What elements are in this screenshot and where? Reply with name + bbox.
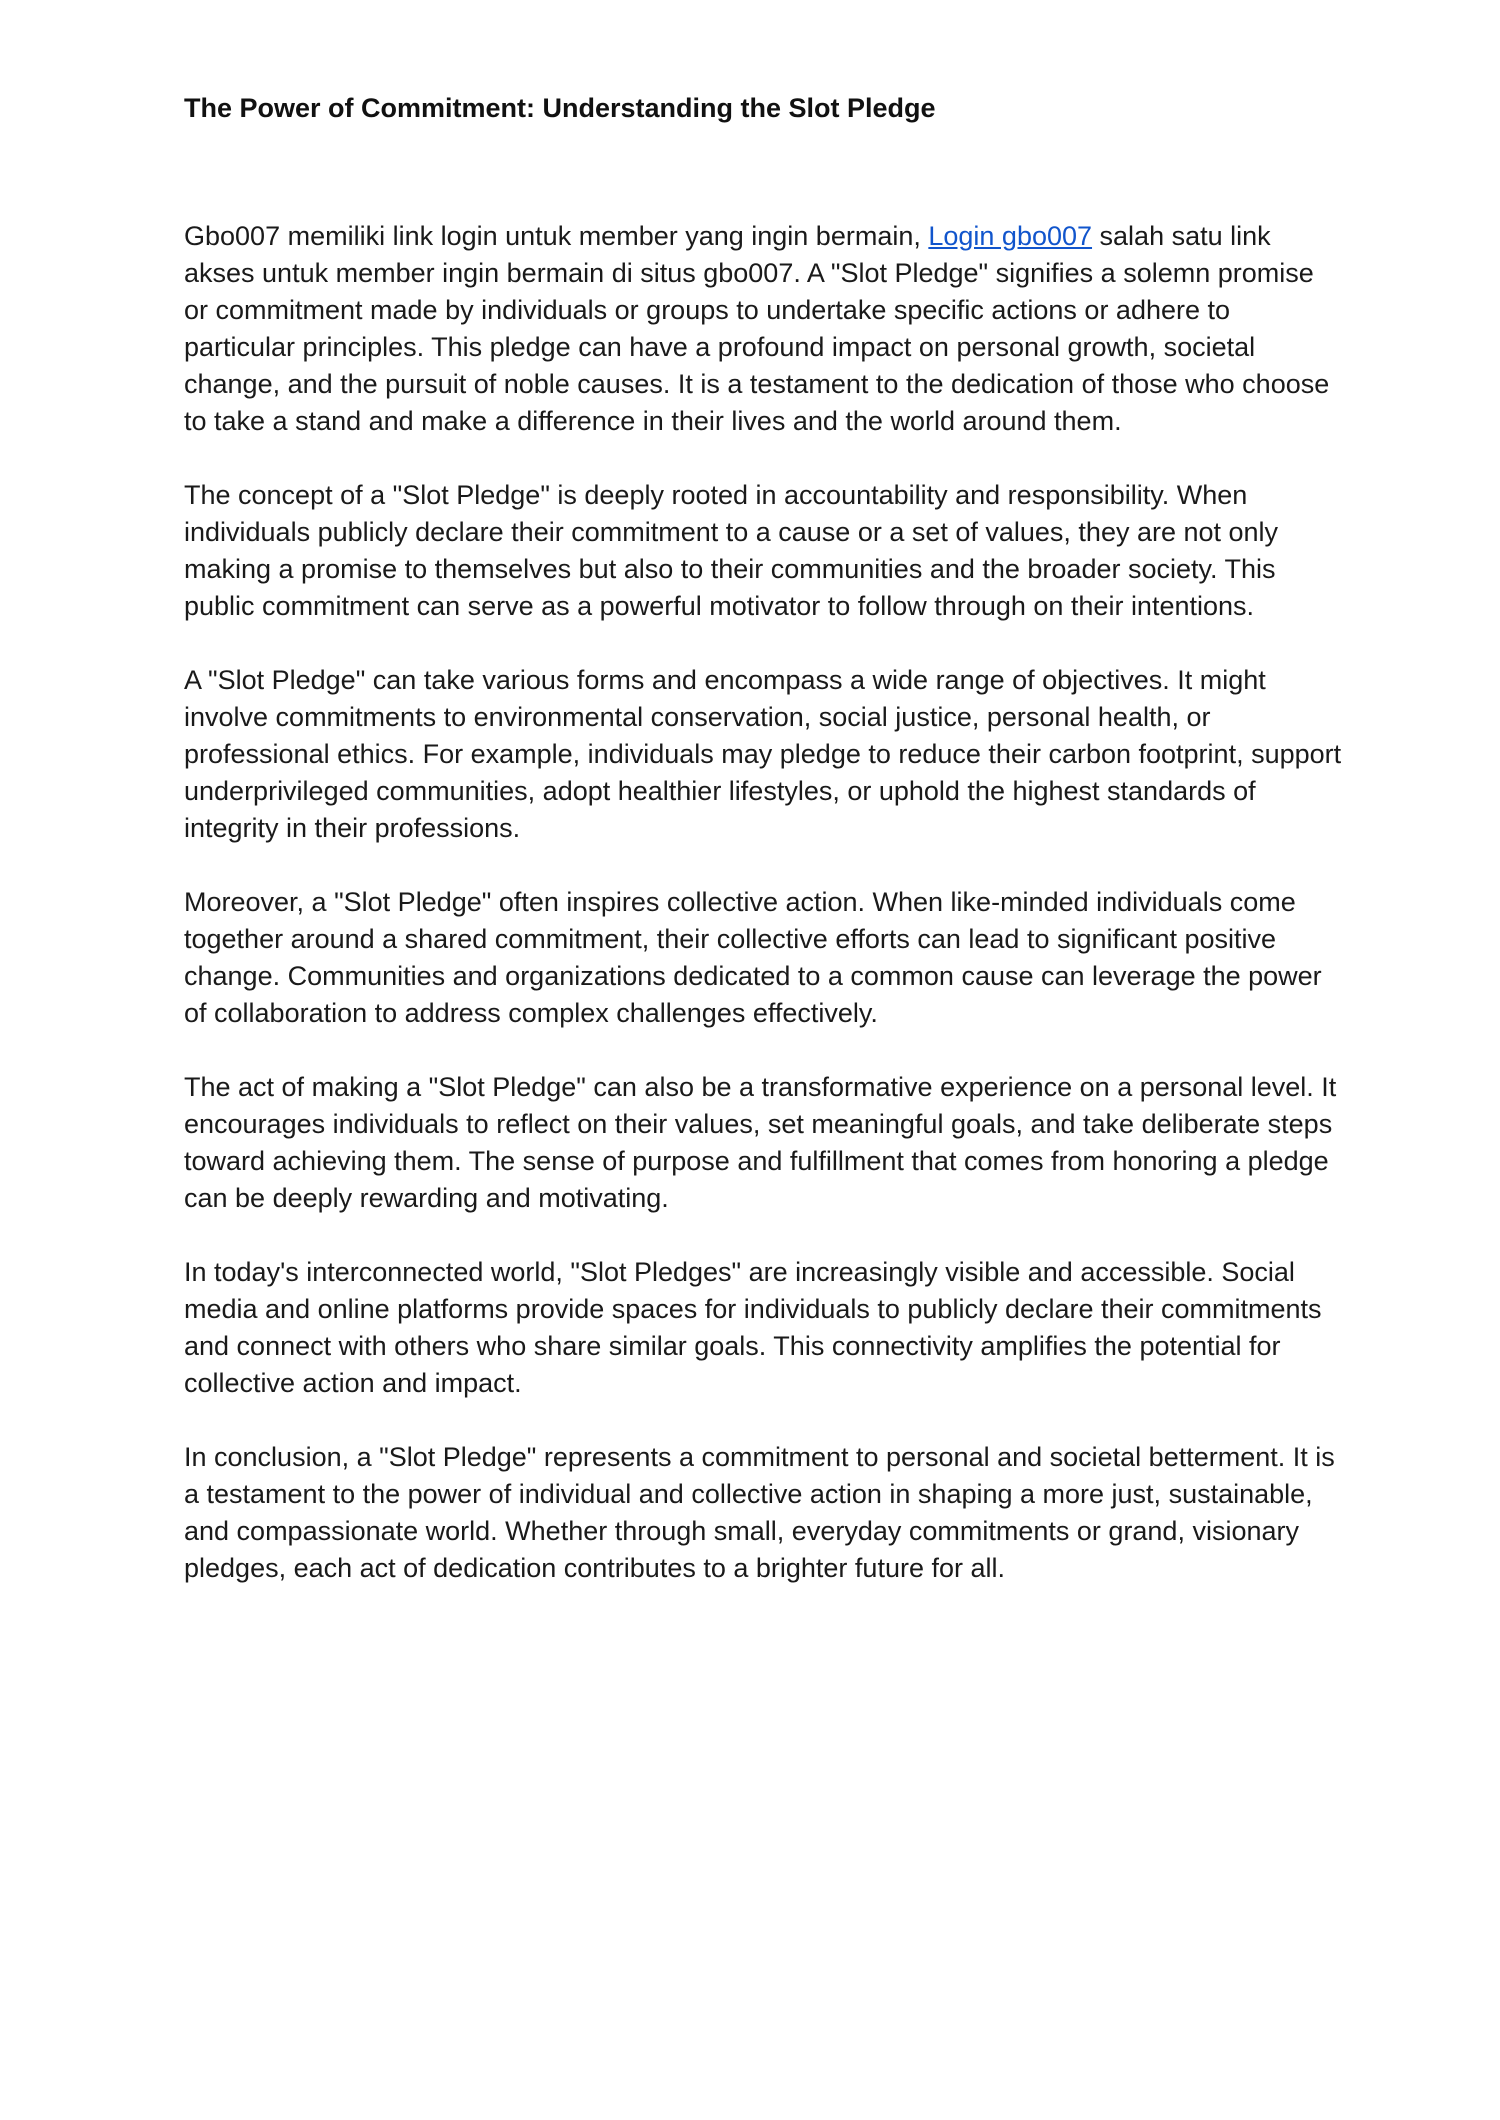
paragraph-collective-action: Moreover, a "Slot Pledge" often inspires collective action. When like-minded individuals come together around a shared commitment, their collective efforts can lead to significant positive change. Communities and organizations dedicated to a common cause can leverage the power of collaboration to address complex challenges effectively. — [184, 887, 1322, 1028]
document-body — [184, 218, 1344, 1624]
paragraph-forms: A "Slot Pledge" can take various forms and encompass a wide range of objectives. It might involve commitments to environmental conservation, social justice, personal health, or professional ethics. For example, individuals may pledge to reduce their carbon footprint, support underprivileged communities, adopt healthier lifestyles, or uphold the highest standards of integrity in their professions. — [184, 665, 1342, 843]
paragraph-interconnected: In today's interconnected world, "Slot Pledges" are increasingly visible and accessible. Social media and online platforms provide spaces for individuals to publicly declare their commitments and connect with others who share similar goals. This connectivity amplifies the potential for collective action and impact. — [184, 1257, 1322, 1398]
login-gbo007-link[interactable]: Login gbo007 — [928, 221, 1093, 251]
document-page — [184, 90, 1344, 1583]
intro-paragraph — [184, 218, 1344, 440]
paragraph-conclusion: In conclusion, a "Slot Pledge" represents a commitment to personal and societal betterment. It is a testament to the power of individual and collective action in shaping a more just, sustainable, and compassionate world. Whether through small, everyday commitments or grand, visionary pledges, each act of dedication contributes to a brighter future for all. — [184, 1442, 1335, 1583]
intro-text-before-link: Gbo007 memiliki link login untuk member yang ingin bermain, — [184, 221, 929, 251]
document-title: The Power of Commitment: Understanding the Slot Pledge — [184, 93, 936, 123]
paragraph-transformative: The act of making a "Slot Pledge" can also be a transformative experience on a personal level. It encourages individuals to reflect on their values, set meaningful goals, and take deliberate steps toward achieving them. The sense of purpose and fulfillment that comes from honoring a pledge can be deeply rewarding and motivating. — [184, 1072, 1337, 1213]
paragraph-concept: The concept of a "Slot Pledge" is deeply rooted in accountability and responsibility. When individuals publicly declare their commitment to a cause or a set of values, they are not only making a promise to themselves but also to their communities and the broader society. This public commitment can serve as a powerful motivator to follow through on their intentions. — [184, 480, 1279, 621]
intro-text-after-link: salah satu link akses untuk member ingin bermain di situs gbo007. A "Slot Pledge" signifies a solemn promise or commitment made by individuals or groups to undertake specific actions or adhere to particular principles. This pledge can have a profound impact on personal growth, societal change, and the pursuit of noble causes. It is a testament to the dedication of those who choose to take a stand and make a difference in their lives and the world around them. — [184, 221, 1330, 436]
